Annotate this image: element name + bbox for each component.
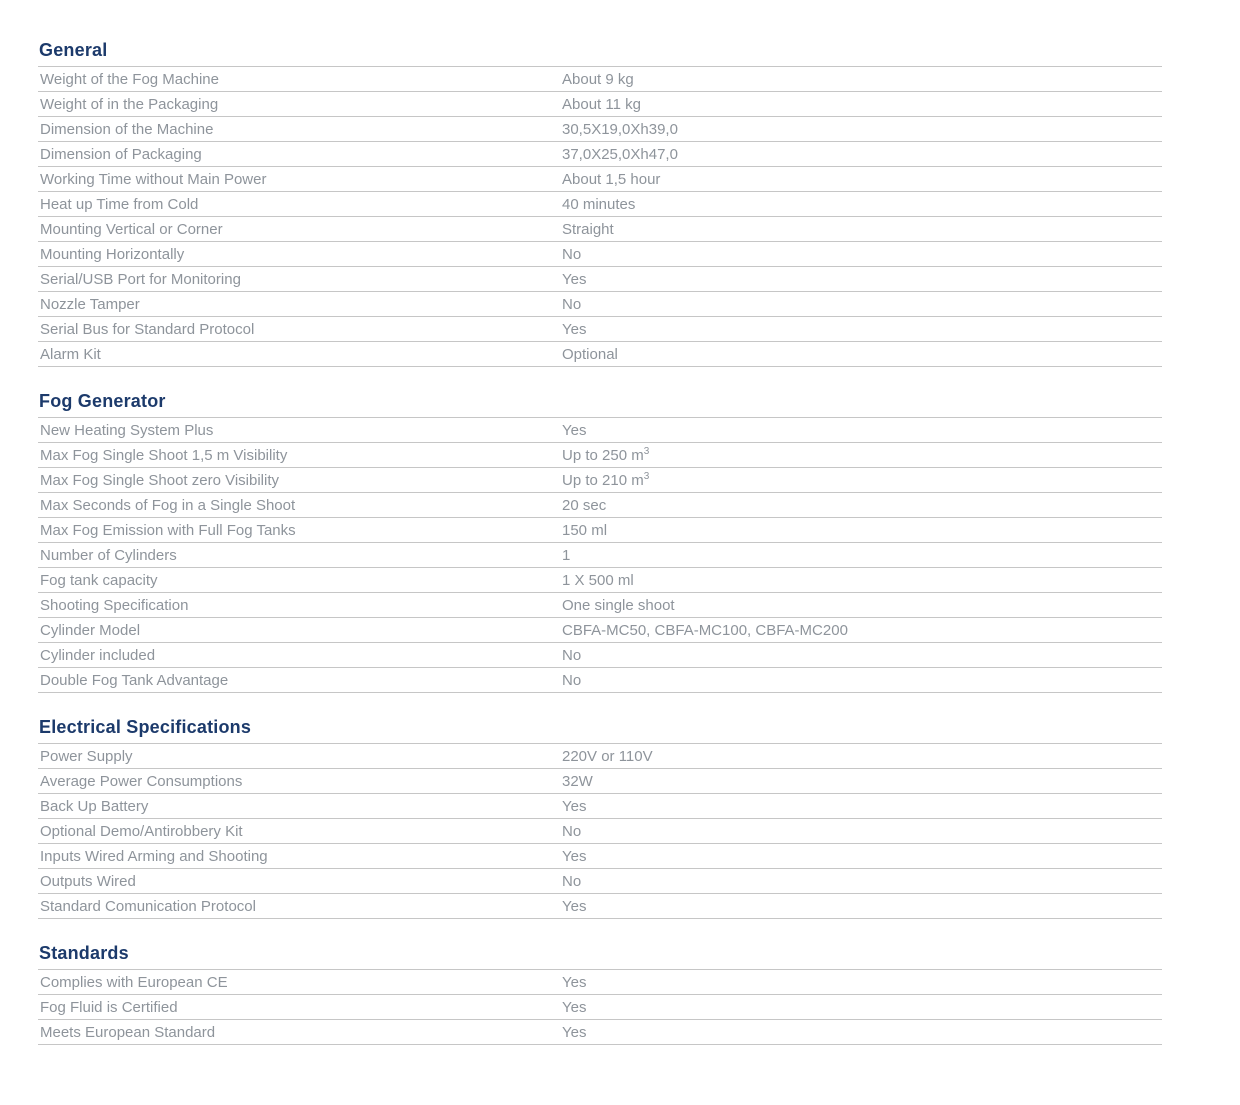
- spec-value: 40 minutes: [562, 195, 636, 213]
- spec-row: [38, 543, 1162, 568]
- spec-label: New Heating System Plus: [40, 421, 214, 439]
- spec-row: [38, 794, 1162, 819]
- spec-row: [38, 819, 1162, 844]
- spec-label: Cylinder Model: [40, 621, 141, 639]
- spec-row: [38, 167, 1162, 192]
- spec-row: [38, 342, 1162, 367]
- spec-row: [38, 769, 1162, 794]
- spec-row: [38, 593, 1162, 618]
- spec-section-0: [38, 40, 1162, 367]
- spec-value: Yes: [562, 998, 587, 1016]
- section-rows: [38, 418, 1162, 693]
- spec-row: [38, 1020, 1162, 1045]
- section-title: General: [38, 40, 1162, 67]
- spec-label: Power Supply: [40, 747, 133, 765]
- spec-label: Mounting Horizontally: [40, 245, 185, 263]
- spec-table: [38, 40, 1162, 1045]
- spec-label: Double Fog Tank Advantage: [40, 671, 229, 689]
- spec-value: 30,5X19,0Xh39,0: [562, 120, 678, 138]
- spec-label: Standard Comunication Protocol: [40, 897, 256, 915]
- section-rows: [38, 744, 1162, 919]
- spec-label: Fog Fluid is Certified: [40, 998, 178, 1016]
- spec-label: Serial/USB Port for Monitoring: [40, 270, 241, 288]
- spec-value: Yes: [562, 270, 587, 288]
- spec-value: 220V or 110V: [562, 747, 653, 765]
- spec-label: Max Seconds of Fog in a Single Shoot: [40, 496, 296, 514]
- spec-label: Back Up Battery: [40, 797, 149, 815]
- superscript-unit: 3: [643, 471, 650, 482]
- spec-label: Max Fog Single Shoot zero Visibility: [40, 471, 280, 489]
- spec-row: [38, 518, 1162, 543]
- spec-value: Yes: [562, 320, 587, 338]
- spec-value: 1: [562, 546, 571, 564]
- spec-value: Yes: [562, 897, 587, 915]
- spec-row: [38, 869, 1162, 894]
- spec-value: No: [562, 671, 582, 689]
- spec-row: [38, 894, 1162, 919]
- section-rows: [38, 970, 1162, 1045]
- spec-row: [38, 267, 1162, 292]
- spec-row: [38, 242, 1162, 267]
- spec-label: Outputs Wired: [40, 872, 136, 890]
- spec-row: [38, 418, 1162, 443]
- spec-label: Max Fog Single Shoot 1,5 m Visibility: [40, 446, 288, 464]
- spec-label: Inputs Wired Arming and Shooting: [40, 847, 268, 865]
- spec-label: Dimension of the Machine: [40, 120, 214, 138]
- spec-row: [38, 970, 1162, 995]
- spec-value: 37,0X25,0Xh47,0: [562, 145, 678, 163]
- spec-value: Yes: [562, 973, 587, 991]
- spec-value: 1 X 500 ml: [562, 571, 634, 589]
- spec-row: [38, 217, 1162, 242]
- spec-label: Average Power Consumptions: [40, 772, 243, 790]
- spec-row: [38, 744, 1162, 769]
- spec-label: Mounting Vertical or Corner: [40, 220, 223, 238]
- spec-value: No: [562, 872, 582, 890]
- spec-section-3: [38, 943, 1162, 1045]
- section-title: Fog Generator: [38, 391, 1162, 418]
- section-title: Standards: [38, 943, 1162, 970]
- spec-label: Optional Demo/Antirobbery Kit: [40, 822, 243, 840]
- section-rows: [38, 67, 1162, 367]
- spec-label: Serial Bus for Standard Protocol: [40, 320, 255, 338]
- spec-value: Yes: [562, 797, 587, 815]
- spec-section-1: [38, 391, 1162, 693]
- spec-row: [38, 668, 1162, 693]
- spec-row: [38, 92, 1162, 117]
- spec-value: No: [562, 646, 582, 664]
- spec-label: Shooting Specification: [40, 596, 189, 614]
- spec-value: About 11 kg: [562, 95, 641, 113]
- spec-value: No: [562, 245, 582, 263]
- spec-value: Optional: [562, 345, 618, 363]
- spec-row: [38, 643, 1162, 668]
- section-title: Electrical Specifications: [38, 717, 1162, 744]
- spec-label: Weight of in the Packaging: [40, 95, 219, 113]
- spec-value: CBFA-MC50, CBFA-MC100, CBFA-MC200: [562, 621, 848, 639]
- spec-row: [38, 317, 1162, 342]
- spec-label: Weight of the Fog Machine: [40, 70, 219, 88]
- spec-label: Alarm Kit: [40, 345, 101, 363]
- spec-label: Dimension of Packaging: [40, 145, 202, 163]
- spec-label: Max Fog Emission with Full Fog Tanks: [40, 521, 296, 539]
- spec-section-2: [38, 717, 1162, 919]
- spec-value: 150 ml: [562, 521, 608, 539]
- spec-value: No: [562, 295, 582, 313]
- spec-label: Meets European Standard: [40, 1023, 216, 1041]
- spec-row: [38, 493, 1162, 518]
- spec-label: Cylinder included: [40, 646, 156, 664]
- spec-row: [38, 568, 1162, 593]
- spec-value: Up to 210 $m^3$: [562, 471, 650, 489]
- spec-row: [38, 844, 1162, 869]
- spec-label: Complies with European CE: [40, 973, 228, 991]
- spec-label: Working Time without Main Power: [40, 170, 267, 188]
- spec-label: Fog tank capacity: [40, 571, 158, 589]
- spec-row: [38, 618, 1162, 643]
- spec-label: Number of Cylinders: [40, 546, 177, 564]
- spec-row: [38, 995, 1162, 1020]
- spec-value: Yes: [562, 847, 587, 865]
- spec-value: Yes: [562, 1023, 587, 1041]
- spec-value: Yes: [562, 421, 587, 439]
- superscript-unit: 3: [643, 446, 650, 457]
- spec-value: One single shoot: [562, 596, 675, 614]
- spec-row: [38, 67, 1162, 92]
- spec-label: Heat up Time from Cold: [40, 195, 199, 213]
- spec-row: [38, 192, 1162, 217]
- spec-value: Straight: [562, 220, 614, 238]
- spec-row: [38, 142, 1162, 167]
- spec-value: 32W: [562, 772, 593, 790]
- spec-row: [38, 117, 1162, 142]
- spec-row: [38, 468, 1162, 493]
- spec-label: Nozzle Tamper: [40, 295, 140, 313]
- spec-value: 20 sec: [562, 496, 607, 514]
- spec-value: About 1,5 hour: [562, 170, 661, 188]
- spec-row: [38, 292, 1162, 317]
- spec-row: [38, 443, 1162, 468]
- spec-value: No: [562, 822, 582, 840]
- spec-value: About 9 kg: [562, 70, 634, 88]
- spec-value: Up to 250 $m^3$: [562, 446, 650, 464]
